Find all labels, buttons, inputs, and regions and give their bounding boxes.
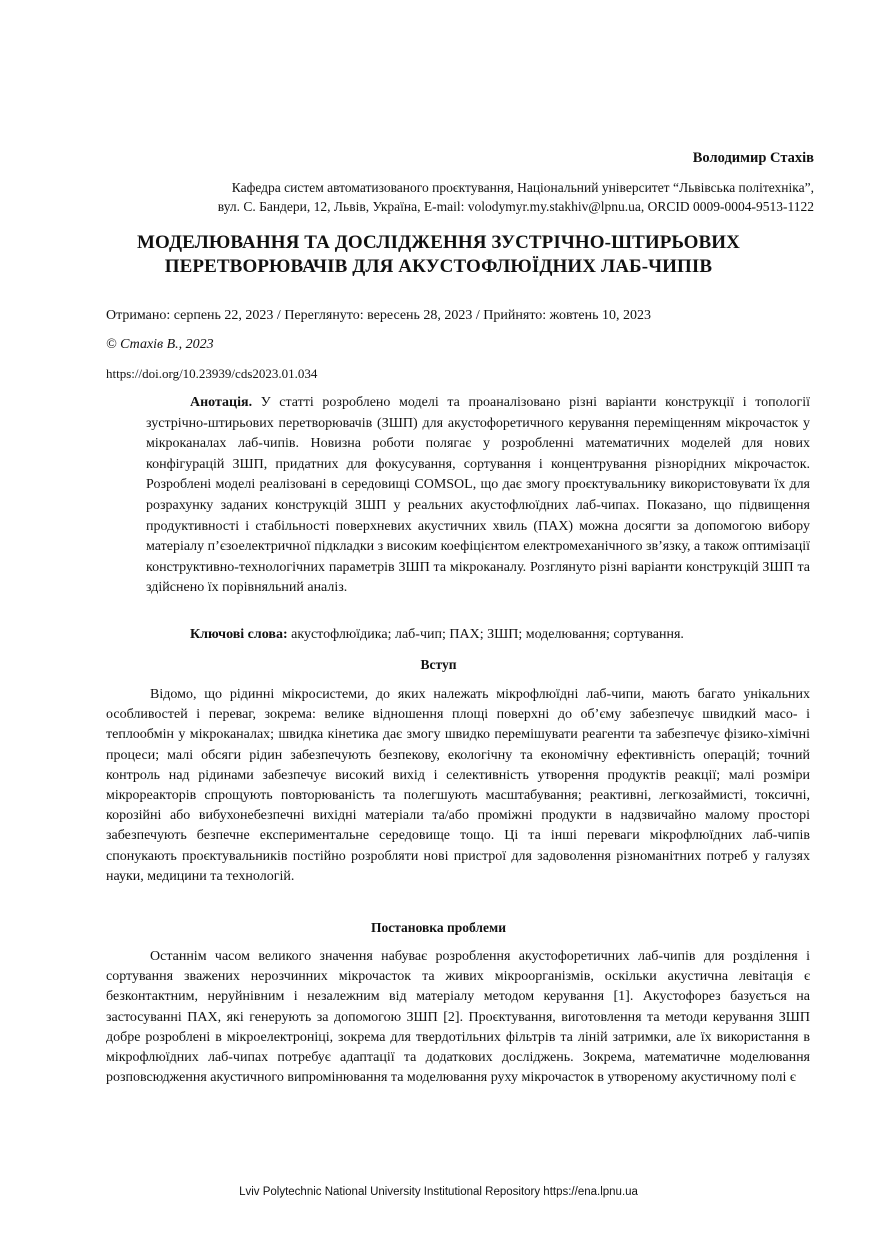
affiliation: [114, 178, 814, 216]
publication-dates: Отримано: серпень 22, 2023 / Переглянуто: вересень 28, 2023 / Прийнято: жовтень 10, 2023: [106, 308, 651, 323]
affiliation-line: вул. С. Бандери, 12, Львів, Україна, E-mail: volodymyr.my.stakhiv@lpnu.ua, ORCID 0009-0004-9513-1122: [217, 199, 814, 214]
section-text-problem: Останнім часом великого значення набуває розроблення акустофоретичних лаб-чипів для розділення і сортування зважених нерозчинних мікрочасток та живих мікроорганізмів, оскільки акустична левітація є безконтактним, неруйнівним і незалежним від матеріалу методом керування [1]. Акустофорез базується на застосуванні ПАХ, які генерують за допомогою ЗШП [2]. Проєктування, виготовлення та методи керування ЗШП добре розроблені в мікроелектроніці, зокрема для твердотільних фільтрів та ліній затримки, але їх використання в мікрофлюїдних лаб-чипах потребує адаптації та додаткових досліджень. Зокрема, математичне моделювання розповсюдження акустичного випромінювання та моделювання руху мікрочасток в утвореному акустичному полі є: [106, 949, 810, 1086]
section-text-intro: Відомо, що рідинні мікросистеми, до яких належать мікрофлюїдні лаб-чипи, мають багато унікальних особливостей і переваг, зокрема: велике відношення площі поверхні до об’єму забезпечує швидкий масо- і теплообмін у мікроканалах; швидка кінетика дає змогу швидко перемішувати реагенти та забезпечує фізико-хімічні процеси; малі обсяги рідин забезпечують безпекову, екологічну та економічну ефективність операцій; точний контроль над рідинами забезпечує високий вихід і селективність утворення продуктів реакції; малі розміри мікрореакторів спрощують повторюваність та полегшують масштабування; реактивні, легкозаймисті, токсичні, корозійні або вибухонебезпечні вихідні матеріали та/або проміжні продукти в надзвичайно малому просторі забезпечують безпечне експериментальне середовище тощо. Ці та інші переваги мікрофлюїдних лаб-чипів спонукають проєктувальників постійно розробляти нові пристрої для задоволення різноманітних потреб у галузях науки, медицини та технологій.: [106, 687, 810, 884]
affiliation-line: Кафедра систем автоматизованого проєктування, Національний університет “Львівська політехніка”,: [231, 180, 814, 195]
author-name: Володимир Стахів: [692, 150, 814, 166]
title-line: ПЕРЕТВОРЮВАЧІВ ДЛЯ АКУСТОФЛЮЇДНИХ ЛАБ-ЧИПІВ: [164, 256, 713, 277]
section-heading-problem: Постановка проблеми: [371, 920, 506, 935]
keywords-text: акустофлюїдика; лаб-чип; ПАХ; ЗШП; моделювання; сортування.: [291, 627, 684, 642]
title-line: МОДЕЛЮВАННЯ ТА ДОСЛІДЖЕННЯ ЗУСТРІЧНО-ШТИРЬОВИХ: [137, 232, 740, 253]
section-heading-intro: Вступ: [420, 657, 457, 672]
abstract-label: Анотація.: [190, 395, 253, 410]
abstract-text: У статті розроблено моделі та проаналізовано різні варіанти конструкції і топології зустрічно-штирьових перетворювачів (ЗШП) для акустофоретичного керування переміщенням мікрочасток у мікроканалах лаб-чипів. Новизна роботи полягає у розробленні математичних моделей для нових конфігурацій ЗШП, придатних для фокусування, сортування і концентрування різнорідних мікрочасток. Розроблені моделі реалізовані в середовищі COMSOL, що дає змогу проєктувальнику використовувати їх для розрахунку заданих конструкцій ЗШП у реальних акустофлюїдних лаб-чипах. Показано, що підвищення продуктивності і стабільності поверхневих акустичних хвиль (ПАХ) можна досягти за допомогою вибору матеріалу п’єзоелектричної підкладки з високим коефіцієнтом електромеханічного зв’язку, а також оптимізації конструктивно-технологічних параметрів ЗШП та мікроканалу. Розглянуто різні варіанти конструкцій ЗШП та здійснено їх порівняльний аналіз.: [146, 395, 810, 596]
abstract: [146, 393, 810, 599]
paper-title: [60, 231, 817, 279]
copyright-notice: © Стахів В., 2023: [106, 337, 214, 352]
keywords-label: Ключові слова:: [190, 627, 288, 642]
doi-link[interactable]: https://doi.org/10.23939/cds2023.01.034: [106, 366, 318, 381]
repository-footer: Lviv Polytechnic National University Institutional Repository https://ena.lpnu.ua: [239, 1186, 638, 1198]
keywords: [190, 627, 684, 643]
